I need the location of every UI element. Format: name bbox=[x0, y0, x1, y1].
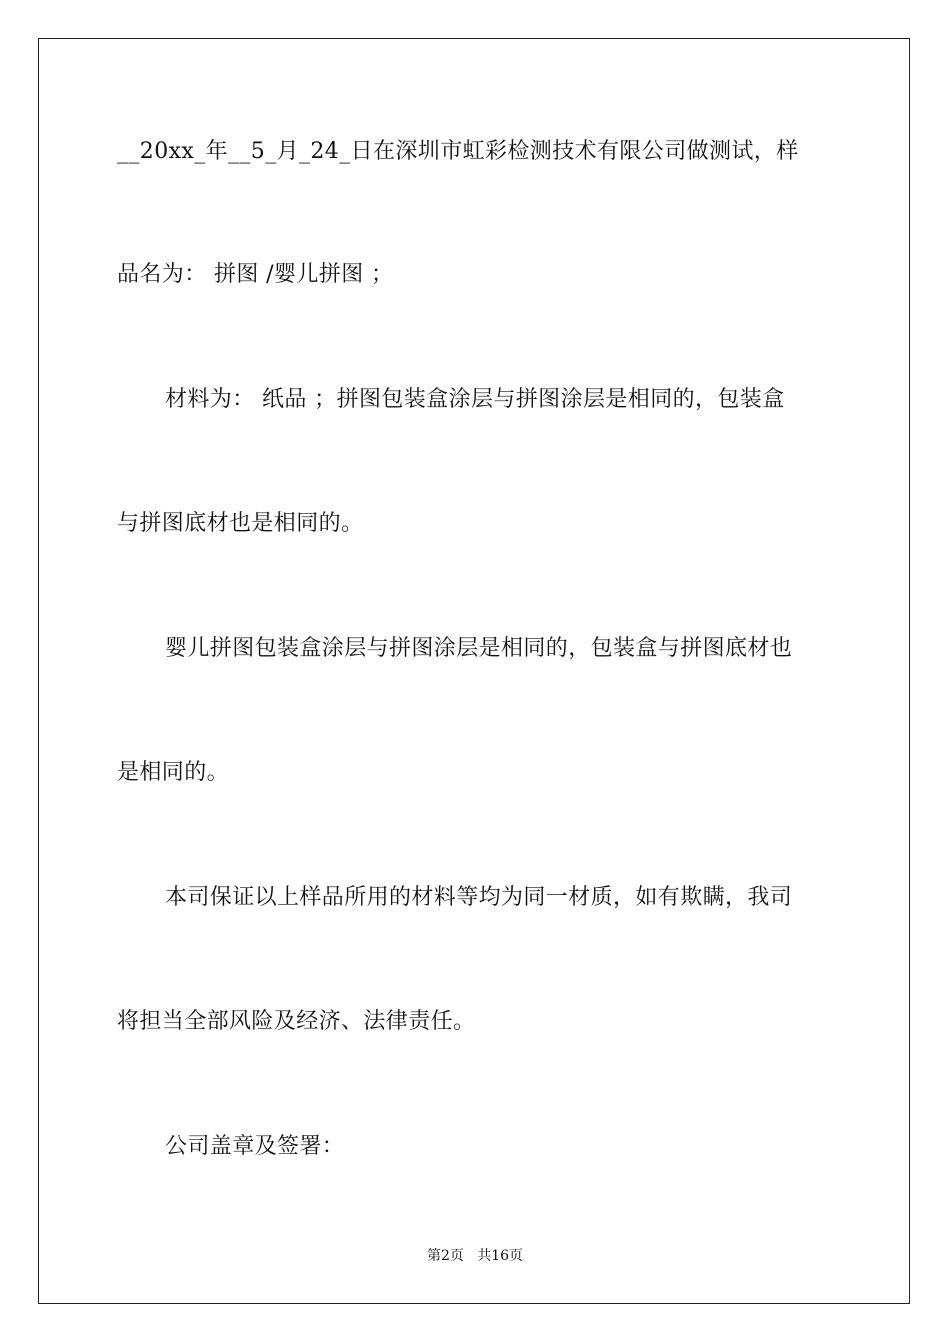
page-frame bbox=[38, 38, 910, 1304]
text-line-baby-puzzle-cont: 是相同的。 bbox=[117, 760, 230, 785]
page-number-footer: 第2页 共16页 bbox=[426, 1248, 524, 1264]
text-line-material: 材料为： 纸品 ；拼图包装盒涂层与拼图涂层是相同的，包装盒 bbox=[165, 387, 785, 412]
text-line-guarantee: 本司保证以上样品所用的材料等均为同一材质，如有欺瞒，我司 bbox=[165, 885, 793, 910]
text-line-sample-name: 品名为： 拼图 /婴儿拼图 ； bbox=[117, 262, 394, 287]
text-line-date-and-lab: __20xx_年__5_月_24_日在深圳市虹彩检测技术有限公司做测试，样 bbox=[117, 139, 799, 164]
text-line-material-cont: 与拼图底材也是相同的。 bbox=[117, 511, 364, 536]
text-line-guarantee-cont: 将担当全部风险及经济、法律责任。 bbox=[117, 1009, 476, 1034]
text-line-baby-puzzle: 婴儿拼图包装盒涂层与拼图涂层是相同的，包装盒与拼图底材也 bbox=[165, 636, 793, 661]
text-line-seal-signature: 公司盖章及签署： bbox=[165, 1134, 345, 1159]
